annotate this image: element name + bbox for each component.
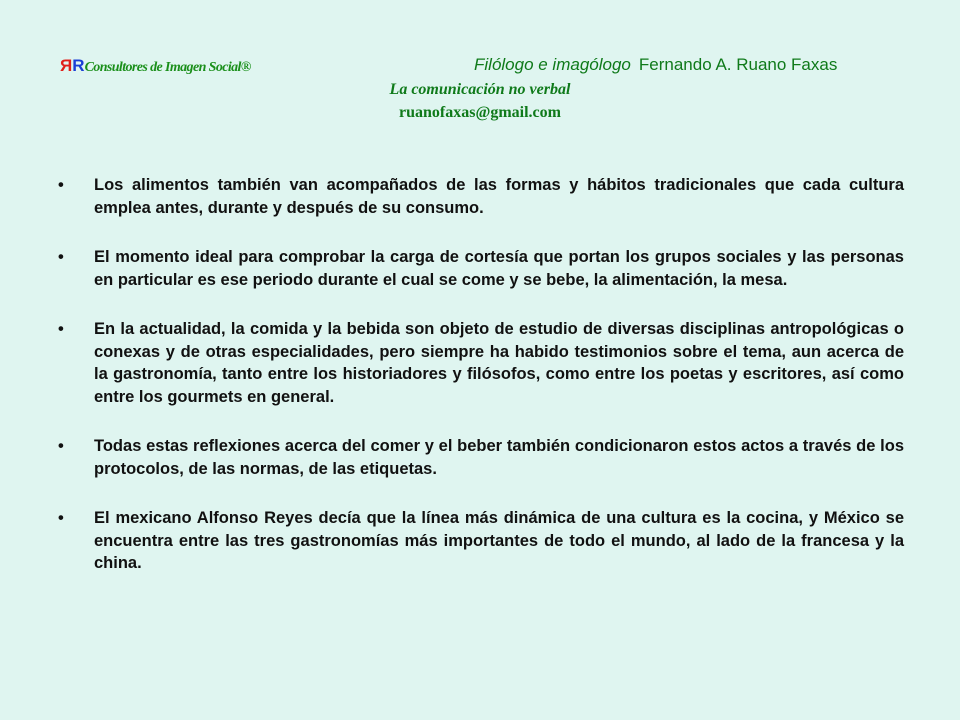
bullet-item bbox=[58, 435, 904, 480]
bullet-marker: • bbox=[58, 320, 64, 338]
bullet-item bbox=[58, 507, 904, 575]
logo-text: Consultores de Imagen Social® bbox=[84, 60, 251, 75]
bullet-text: En la actualidad, la comida y la bebida son objeto de estudio de diversas disciplinas antropológicas o conexas y de otras especialidades, pero siempre ha habido testimonios sobre el tema, aun acerca de la gastronomía, tanto entre los historiadores y filósofos, como entre los poetas y escritores, así como entre los gourmets en general. bbox=[94, 320, 904, 406]
contact-email: ruanofaxas@gmail.com bbox=[399, 104, 561, 121]
bullet-item bbox=[58, 246, 904, 291]
bullet-list bbox=[58, 174, 904, 602]
logo-letter-red: R bbox=[60, 56, 73, 75]
logo-letter-blue: R bbox=[72, 56, 85, 75]
bullet-text: Los alimentos también van acompañados de las formas y hábitos tradicionales que cada cultura emplea antes, durante y después de su consumo. bbox=[94, 176, 904, 217]
bullet-marker: • bbox=[58, 248, 64, 266]
author-name: Fernando A. Ruano Faxas bbox=[638, 55, 838, 74]
bullet-item bbox=[58, 174, 904, 219]
page-subtitle: La comunicación no verbal bbox=[389, 81, 571, 98]
bullet-marker: • bbox=[58, 176, 64, 194]
brand-logo bbox=[60, 57, 251, 77]
bullet-marker: • bbox=[58, 437, 64, 455]
bullet-item bbox=[58, 318, 904, 408]
bullet-marker: • bbox=[58, 509, 64, 527]
author-role: Filólogo e imagólogo bbox=[474, 55, 631, 74]
author-line bbox=[474, 55, 837, 75]
bullet-text: Todas estas reflexiones acerca del comer y el beber también condicionaron estos actos a través de los protocolos, de las normas, de las etiquetas. bbox=[94, 437, 904, 478]
bullet-text: El momento ideal para comprobar la carga de cortesía que portan los grupos sociales y las personas en particular es ese periodo durante el cual se come y se bebe, la alimentación, la mesa. bbox=[94, 248, 904, 289]
bullet-text: El mexicano Alfonso Reyes decía que la línea más dinámica de una cultura es la cocina, y México se encuentra entre las tres gastronomías más importantes de todo el mundo, al lado de la francesa y la china. bbox=[94, 509, 904, 572]
